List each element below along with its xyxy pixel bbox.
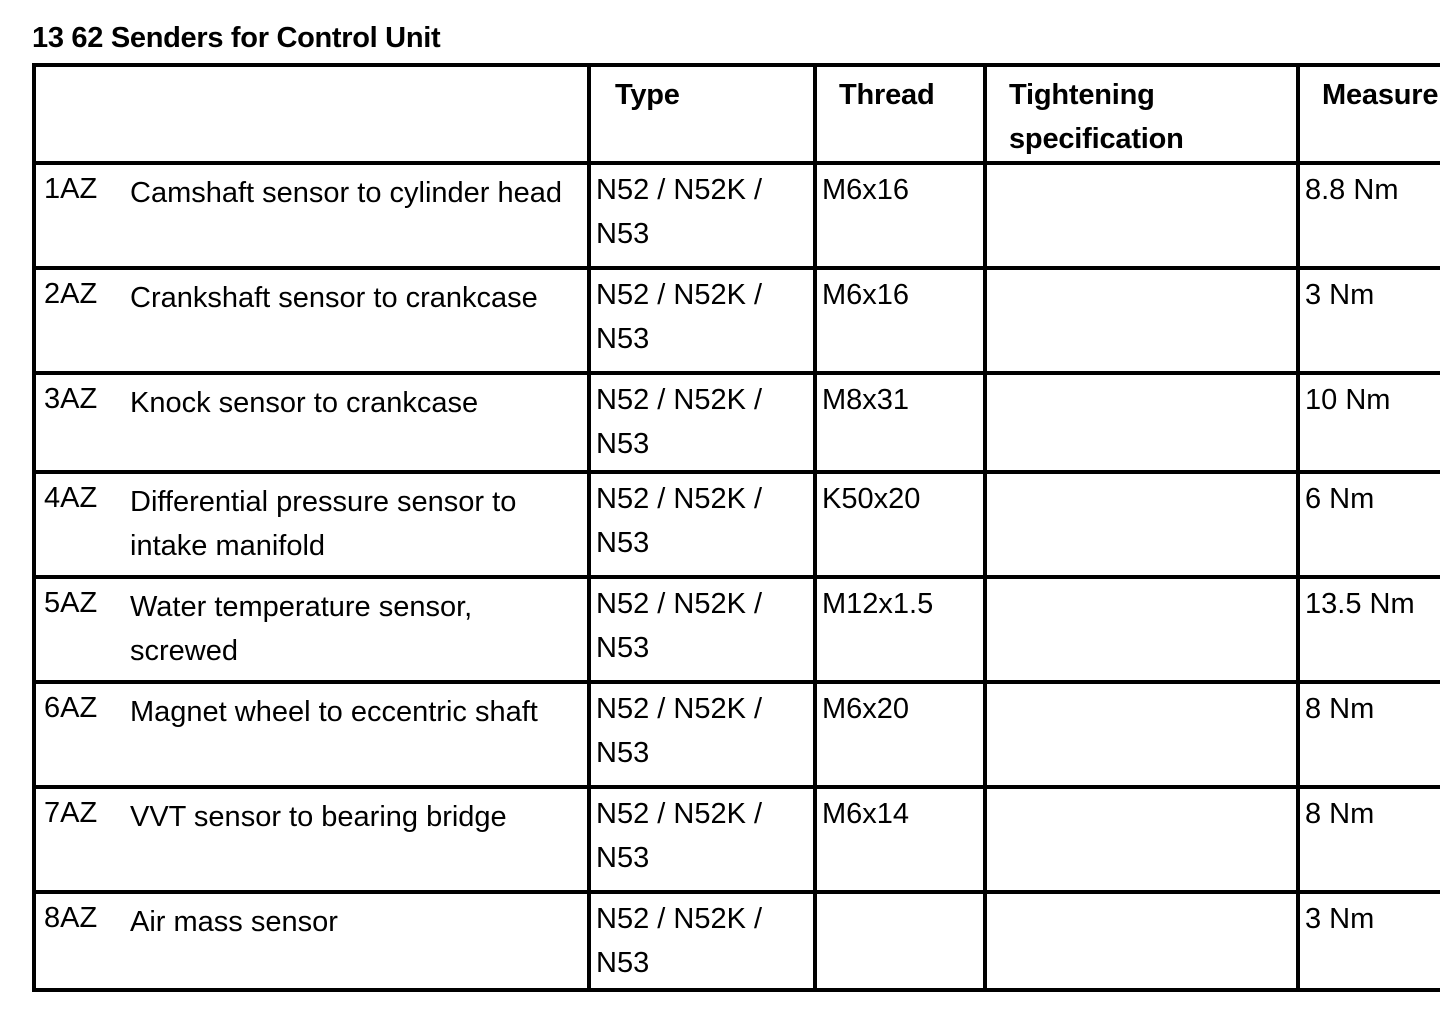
header-type: Type <box>589 65 815 163</box>
type-cell: N52 / N52K / N53 <box>589 892 815 990</box>
description-cell <box>34 268 589 373</box>
thread-cell <box>815 892 985 990</box>
description-cell <box>34 787 589 892</box>
tightening-cell <box>985 892 1298 990</box>
position-code: 7AZ <box>44 797 98 829</box>
position-code: 5AZ <box>44 587 98 619</box>
table-header-row <box>34 65 1440 163</box>
header-thread: Thread <box>815 65 985 163</box>
torque-spec-table <box>32 63 1440 992</box>
table-row <box>34 268 1440 373</box>
table-row <box>34 682 1440 787</box>
table-row <box>34 577 1440 682</box>
type-cell: N52 / N52K / N53 <box>589 268 815 373</box>
position-code: 3AZ <box>44 383 98 415</box>
position-code: 2AZ <box>44 278 98 310</box>
position-code: 4AZ <box>44 482 98 514</box>
thread-cell: M6x16 <box>815 163 985 268</box>
table-row <box>34 373 1440 472</box>
document-title: 13 62 Senders for Control Unit <box>32 22 441 54</box>
table-row <box>34 892 1440 990</box>
thread-cell: M6x14 <box>815 787 985 892</box>
measure-cell: 3 Nm <box>1298 268 1440 373</box>
type-cell: N52 / N52K / N53 <box>589 787 815 892</box>
measure-cell: 3 Nm <box>1298 892 1440 990</box>
type-cell: N52 / N52K / N53 <box>589 472 815 577</box>
header-description <box>34 65 589 163</box>
description-text: Camshaft sensor to cylinder head <box>130 177 562 209</box>
tightening-cell <box>985 787 1298 892</box>
description-cell <box>34 892 589 990</box>
thread-cell: M8x31 <box>815 373 985 472</box>
description-cell <box>34 682 589 787</box>
tightening-cell <box>985 682 1298 787</box>
tightening-cell <box>985 577 1298 682</box>
description-text: Air mass sensor <box>130 906 338 938</box>
description-text: Knock sensor to crankcase <box>130 387 479 419</box>
measure-cell: 10 Nm <box>1298 373 1440 472</box>
type-cell: N52 / N52K / N53 <box>589 682 815 787</box>
measure-cell: 13.5 Nm <box>1298 577 1440 682</box>
type-cell: N52 / N52K / N53 <box>589 373 815 472</box>
measure-cell: 6 Nm <box>1298 472 1440 577</box>
position-code: 1AZ <box>44 173 98 205</box>
position-code: 6AZ <box>44 692 98 724</box>
type-cell: N52 / N52K / N53 <box>589 163 815 268</box>
position-code: 8AZ <box>44 902 98 934</box>
description-cell <box>34 577 589 682</box>
measure-cell: 8 Nm <box>1298 787 1440 892</box>
tightening-cell <box>985 373 1298 472</box>
description-text: Water temperature sensor, screwed <box>130 591 473 667</box>
thread-cell: K50x20 <box>815 472 985 577</box>
thread-cell: M12x1.5 <box>815 577 985 682</box>
description-cell <box>34 472 589 577</box>
measure-cell: 8.8 Nm <box>1298 163 1440 268</box>
description-text: Magnet wheel to eccentric shaft <box>130 696 538 728</box>
header-measure: Measure <box>1298 65 1440 163</box>
description-cell <box>34 373 589 472</box>
measure-cell: 8 Nm <box>1298 682 1440 787</box>
description-cell <box>34 163 589 268</box>
tightening-cell <box>985 472 1298 577</box>
table-row <box>34 787 1440 892</box>
type-cell: N52 / N52K / N53 <box>589 577 815 682</box>
tightening-cell <box>985 163 1298 268</box>
table-row <box>34 472 1440 577</box>
thread-cell: M6x16 <box>815 268 985 373</box>
tightening-cell <box>985 268 1298 373</box>
table-row <box>34 163 1440 268</box>
description-text: Crankshaft sensor to crankcase <box>130 282 538 314</box>
description-text: Differential pressure sensor to intake manifold <box>130 486 517 562</box>
description-text: VVT sensor to bearing bridge <box>130 801 507 833</box>
thread-cell: M6x20 <box>815 682 985 787</box>
header-tightening-specification: Tightening specification <box>985 65 1298 163</box>
